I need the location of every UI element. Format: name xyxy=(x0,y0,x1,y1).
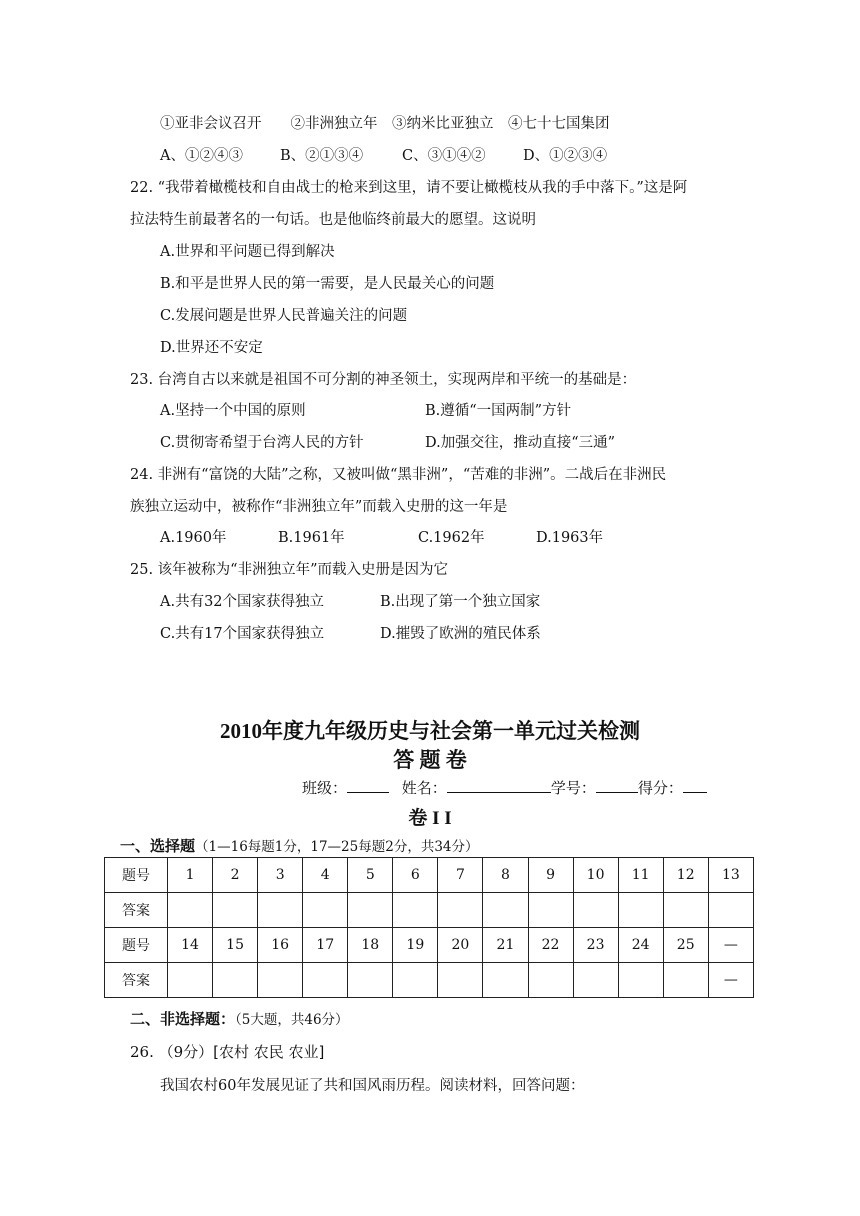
q21-option-a: A、①②④③ xyxy=(160,148,243,164)
q24-option-c: C.1962年 xyxy=(418,530,485,546)
student-info-line xyxy=(302,778,707,798)
number-blank[interactable] xyxy=(596,778,638,793)
q22-option-d: D.世界还不安定 xyxy=(160,340,263,356)
question-number-cell: 13 xyxy=(708,858,753,893)
q22-stem-line1: 22. “我带着橄榄枝和自由战士的枪来到这里，请不要让橄榄枝从我的手中落下。”这是阿 xyxy=(130,180,688,196)
question-number-cell: 5 xyxy=(348,858,393,893)
name-label: 姓名： xyxy=(401,779,447,797)
q23-option-a: A.坚持一个中国的原则 xyxy=(160,403,306,419)
volume-label: 卷 I I xyxy=(408,808,452,829)
answer-sheet-title: 2010年度九年级历史与社会第一单元过关检测 xyxy=(220,719,640,743)
q22-option-a: A.世界和平问题已得到解决 xyxy=(160,244,335,260)
answer-cell[interactable] xyxy=(393,963,438,998)
answer-cell[interactable] xyxy=(168,893,213,928)
section1-note: （1—16每题1分，17—25每题2分，共34分） xyxy=(195,839,479,855)
q24-option-d: D.1963年 xyxy=(536,530,604,546)
question-number-cell: 20 xyxy=(438,928,483,963)
question-number-cell: 21 xyxy=(483,928,528,963)
table-row xyxy=(105,928,754,963)
row-label-question-number: 题号 xyxy=(105,928,168,963)
answer-cell[interactable] xyxy=(303,963,348,998)
q25-option-c: C.共有17个国家获得独立 xyxy=(160,626,325,642)
answer-cell[interactable] xyxy=(168,963,213,998)
answer-cell[interactable] xyxy=(528,893,573,928)
row-label-answer: 答案 xyxy=(105,893,168,928)
question-number-cell: 9 xyxy=(528,858,573,893)
question-number-cell: 7 xyxy=(438,858,483,893)
answer-cell-dash: — xyxy=(708,963,753,998)
answer-cell[interactable] xyxy=(663,893,708,928)
question-number-cell: 24 xyxy=(618,928,663,963)
question-number-cell: 15 xyxy=(213,928,258,963)
question-number-cell: 12 xyxy=(663,858,708,893)
answer-table xyxy=(104,857,754,998)
section1-heading: 一、选择题 xyxy=(120,837,196,855)
answer-cell[interactable] xyxy=(303,893,348,928)
table-row xyxy=(105,893,754,928)
answer-cell[interactable] xyxy=(708,893,753,928)
answer-cell[interactable] xyxy=(483,963,528,998)
answer-cell[interactable] xyxy=(618,893,663,928)
answer-cell[interactable] xyxy=(348,963,393,998)
q24-option-b: B.1961年 xyxy=(278,530,345,546)
answer-cell[interactable] xyxy=(438,963,483,998)
score-blank[interactable] xyxy=(683,778,707,793)
q24-option-a: A.1960年 xyxy=(160,530,227,546)
question-number-cell: 8 xyxy=(483,858,528,893)
question-number-cell: 25 xyxy=(663,928,708,963)
question-number-cell: 17 xyxy=(303,928,348,963)
answer-cell[interactable] xyxy=(348,893,393,928)
q23-option-d: D.加强交往，推动直接“三通” xyxy=(425,435,616,451)
question-number-cell: 22 xyxy=(528,928,573,963)
q26-label: 26. （9分） xyxy=(130,1043,214,1061)
class-blank[interactable] xyxy=(347,778,389,793)
q23-option-c: C.贯彻寄希望于台湾人民的方针 xyxy=(160,435,364,451)
answer-cell[interactable] xyxy=(483,893,528,928)
q25-option-b: B.出现了第一个独立国家 xyxy=(380,594,541,610)
question-number-cell: 19 xyxy=(393,928,438,963)
question-number-cell: 11 xyxy=(618,858,663,893)
question-number-cell: 2 xyxy=(213,858,258,893)
q23-stem: 23. 台湾自古以来就是祖国不可分割的神圣领土，实现两岸和平统一的基础是： xyxy=(130,372,637,388)
answer-cell[interactable] xyxy=(573,963,618,998)
answer-cell[interactable] xyxy=(213,893,258,928)
section2-note: （5大题，共46分） xyxy=(235,1012,349,1028)
q21-option-b: B、②①③④ xyxy=(280,148,364,164)
score-label: 得分： xyxy=(637,779,683,797)
row-label-question-number: 题号 xyxy=(105,858,168,893)
q21-option-c: C、③①④② xyxy=(402,148,486,164)
q26-intro: 我国农村60年发展见证了共和国风雨历程。阅读材料，回答问题： xyxy=(160,1078,585,1094)
q25-option-a: A.共有32个国家获得独立 xyxy=(160,594,325,610)
q22-stem-line2: 拉法特生前最著名的一句话。也是他临终前最大的愿望。这说明 xyxy=(130,212,536,228)
answer-cell[interactable] xyxy=(393,893,438,928)
q23-option-b: B.遵循“一国两制”方针 xyxy=(425,403,572,419)
answer-cell[interactable] xyxy=(573,893,618,928)
q21-items: ①亚非会议召开 ②非洲独立年 ③纳米比亚独立 ④七十七国集团 xyxy=(160,116,610,132)
table-row xyxy=(105,858,754,893)
q25-option-d: D.摧毁了欧洲的殖民体系 xyxy=(380,626,541,642)
q24-stem-line2: 族独立运动中，被称作“非洲独立年”而载入史册的这一年是 xyxy=(130,499,508,515)
answer-cell[interactable] xyxy=(438,893,483,928)
q21-option-d: D、①②③④ xyxy=(523,148,608,164)
section2-heading: 二、非选择题： xyxy=(130,1010,236,1028)
name-blank[interactable] xyxy=(447,778,551,793)
q26-heading xyxy=(130,1042,324,1062)
question-number-cell: 23 xyxy=(573,928,618,963)
row-label-answer: 答案 xyxy=(105,963,168,998)
answer-cell[interactable] xyxy=(258,963,303,998)
q22-option-b: B.和平是世界人民的第一需要，是人民最关心的问题 xyxy=(160,276,495,292)
q22-option-c: C.发展问题是世界人民普遍关注的问题 xyxy=(160,308,408,324)
q26-topic: [农村 农民 农业] xyxy=(213,1043,325,1061)
question-number-cell: 4 xyxy=(303,858,348,893)
section2-heading-line xyxy=(130,1008,349,1029)
section1-heading-line xyxy=(120,835,479,856)
q24-stem-line1: 24. 非洲有“富饶的大陆”之称，又被叫做“黑非洲”，“苦难的非洲”。二战后在非洲民 xyxy=(130,467,667,483)
question-number-cell: 6 xyxy=(393,858,438,893)
q24-options xyxy=(160,528,603,548)
number-label: 学号： xyxy=(550,779,596,797)
answer-cell[interactable] xyxy=(213,963,258,998)
answer-cell[interactable] xyxy=(258,893,303,928)
answer-cell[interactable] xyxy=(528,963,573,998)
q21-options xyxy=(160,146,607,166)
question-number-cell: 18 xyxy=(348,928,393,963)
answer-cell[interactable] xyxy=(663,963,708,998)
q25-stem: 25. 该年被称为“非洲独立年”而载入史册是因为它 xyxy=(130,562,448,578)
question-number-cell: 10 xyxy=(573,858,618,893)
answer-sheet-subtitle: 答 题 卷 xyxy=(393,748,467,772)
question-number-cell: — xyxy=(708,928,753,963)
table-row xyxy=(105,963,754,998)
class-label: 班级： xyxy=(302,779,348,797)
question-number-cell: 16 xyxy=(258,928,303,963)
question-number-cell: 14 xyxy=(168,928,213,963)
question-number-cell: 3 xyxy=(258,858,303,893)
question-number-cell: 1 xyxy=(168,858,213,893)
answer-cell[interactable] xyxy=(618,963,663,998)
